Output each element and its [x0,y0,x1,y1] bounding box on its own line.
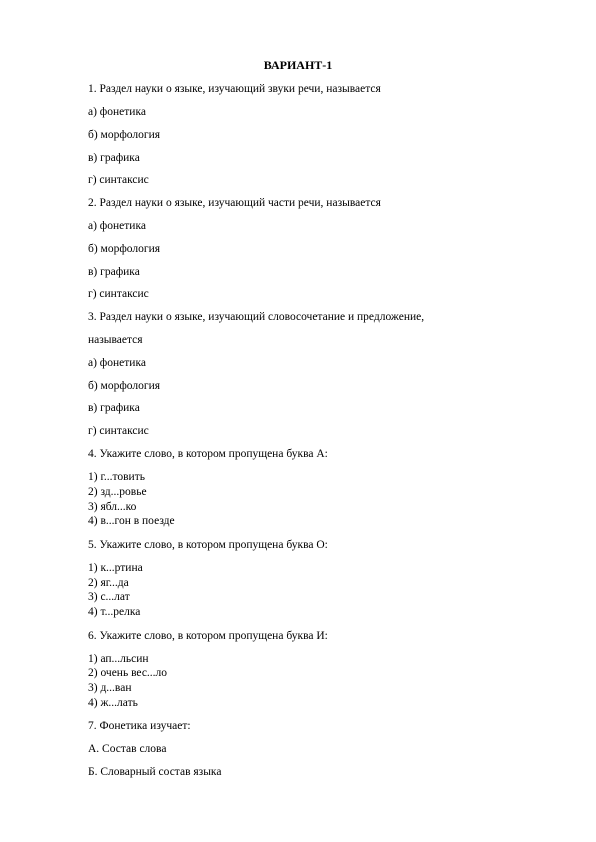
question-4-option-1: 1) г...товить [88,471,145,483]
question-5-option-3: 3) с...лат [88,591,130,603]
question-7-text: 7. Фонетика изучает: [88,720,191,732]
question-6-option-2: 2) очень вес...ло [88,667,168,679]
question-2-option-d: г) синтаксис [88,288,149,300]
question-7-option-a: А. Состав слова [88,743,167,755]
question-2-option-c: в) графика [88,266,140,278]
question-1-option-a: а) фонетика [88,106,146,118]
question-2-text: 2. Раздел науки о языке, изучающий части речи, называется [88,197,381,209]
question-6-option-1: 1) ап...льсин [88,653,149,665]
question-1-option-b: б) морфология [88,129,161,141]
question-3-text-line-1: 3. Раздел науки о языке, изучающий словосочетание и предложение, [88,311,425,323]
question-5-option-1: 1) к...ртина [88,562,143,574]
question-1-option-d: г) синтаксис [88,174,149,186]
question-1-text: 1. Раздел науки о языке, изучающий звуки речи, называется [88,83,381,95]
question-2-option-b: б) морфология [88,243,161,255]
question-3-option-b: б) морфология [88,380,161,392]
question-3-option-c: в) графика [88,402,140,414]
question-6-option-3: 3) д...ван [88,682,132,694]
question-1-option-c: в) графика [88,152,140,164]
question-3-option-d: г) синтаксис [88,425,149,437]
question-4-option-2: 2) зд...ровье [88,486,147,498]
question-5-option-4: 4) т...релка [88,606,141,618]
question-3-text-line-2: называется [88,334,143,346]
question-3-option-a: а) фонетика [88,357,146,369]
variant-title: ВАРИАНТ-1 [263,58,333,72]
question-4-option-4: 4) в...гон в поезде [88,515,175,527]
question-4-text: 4. Укажите слово, в котором пропущена буква А: [88,448,328,460]
question-4-option-3: 3) ябл...ко [88,501,137,513]
question-5-text: 5. Укажите слово, в котором пропущена буква О: [88,539,328,551]
question-7-option-b: Б. Словарный состав языка [88,766,222,778]
question-6-option-4: 4) ж...лать [88,697,138,709]
question-2-option-a: а) фонетика [88,220,146,232]
question-6-text: 6. Укажите слово, в котором пропущена буква И: [88,630,328,642]
question-5-option-2: 2) яг...да [88,577,129,589]
